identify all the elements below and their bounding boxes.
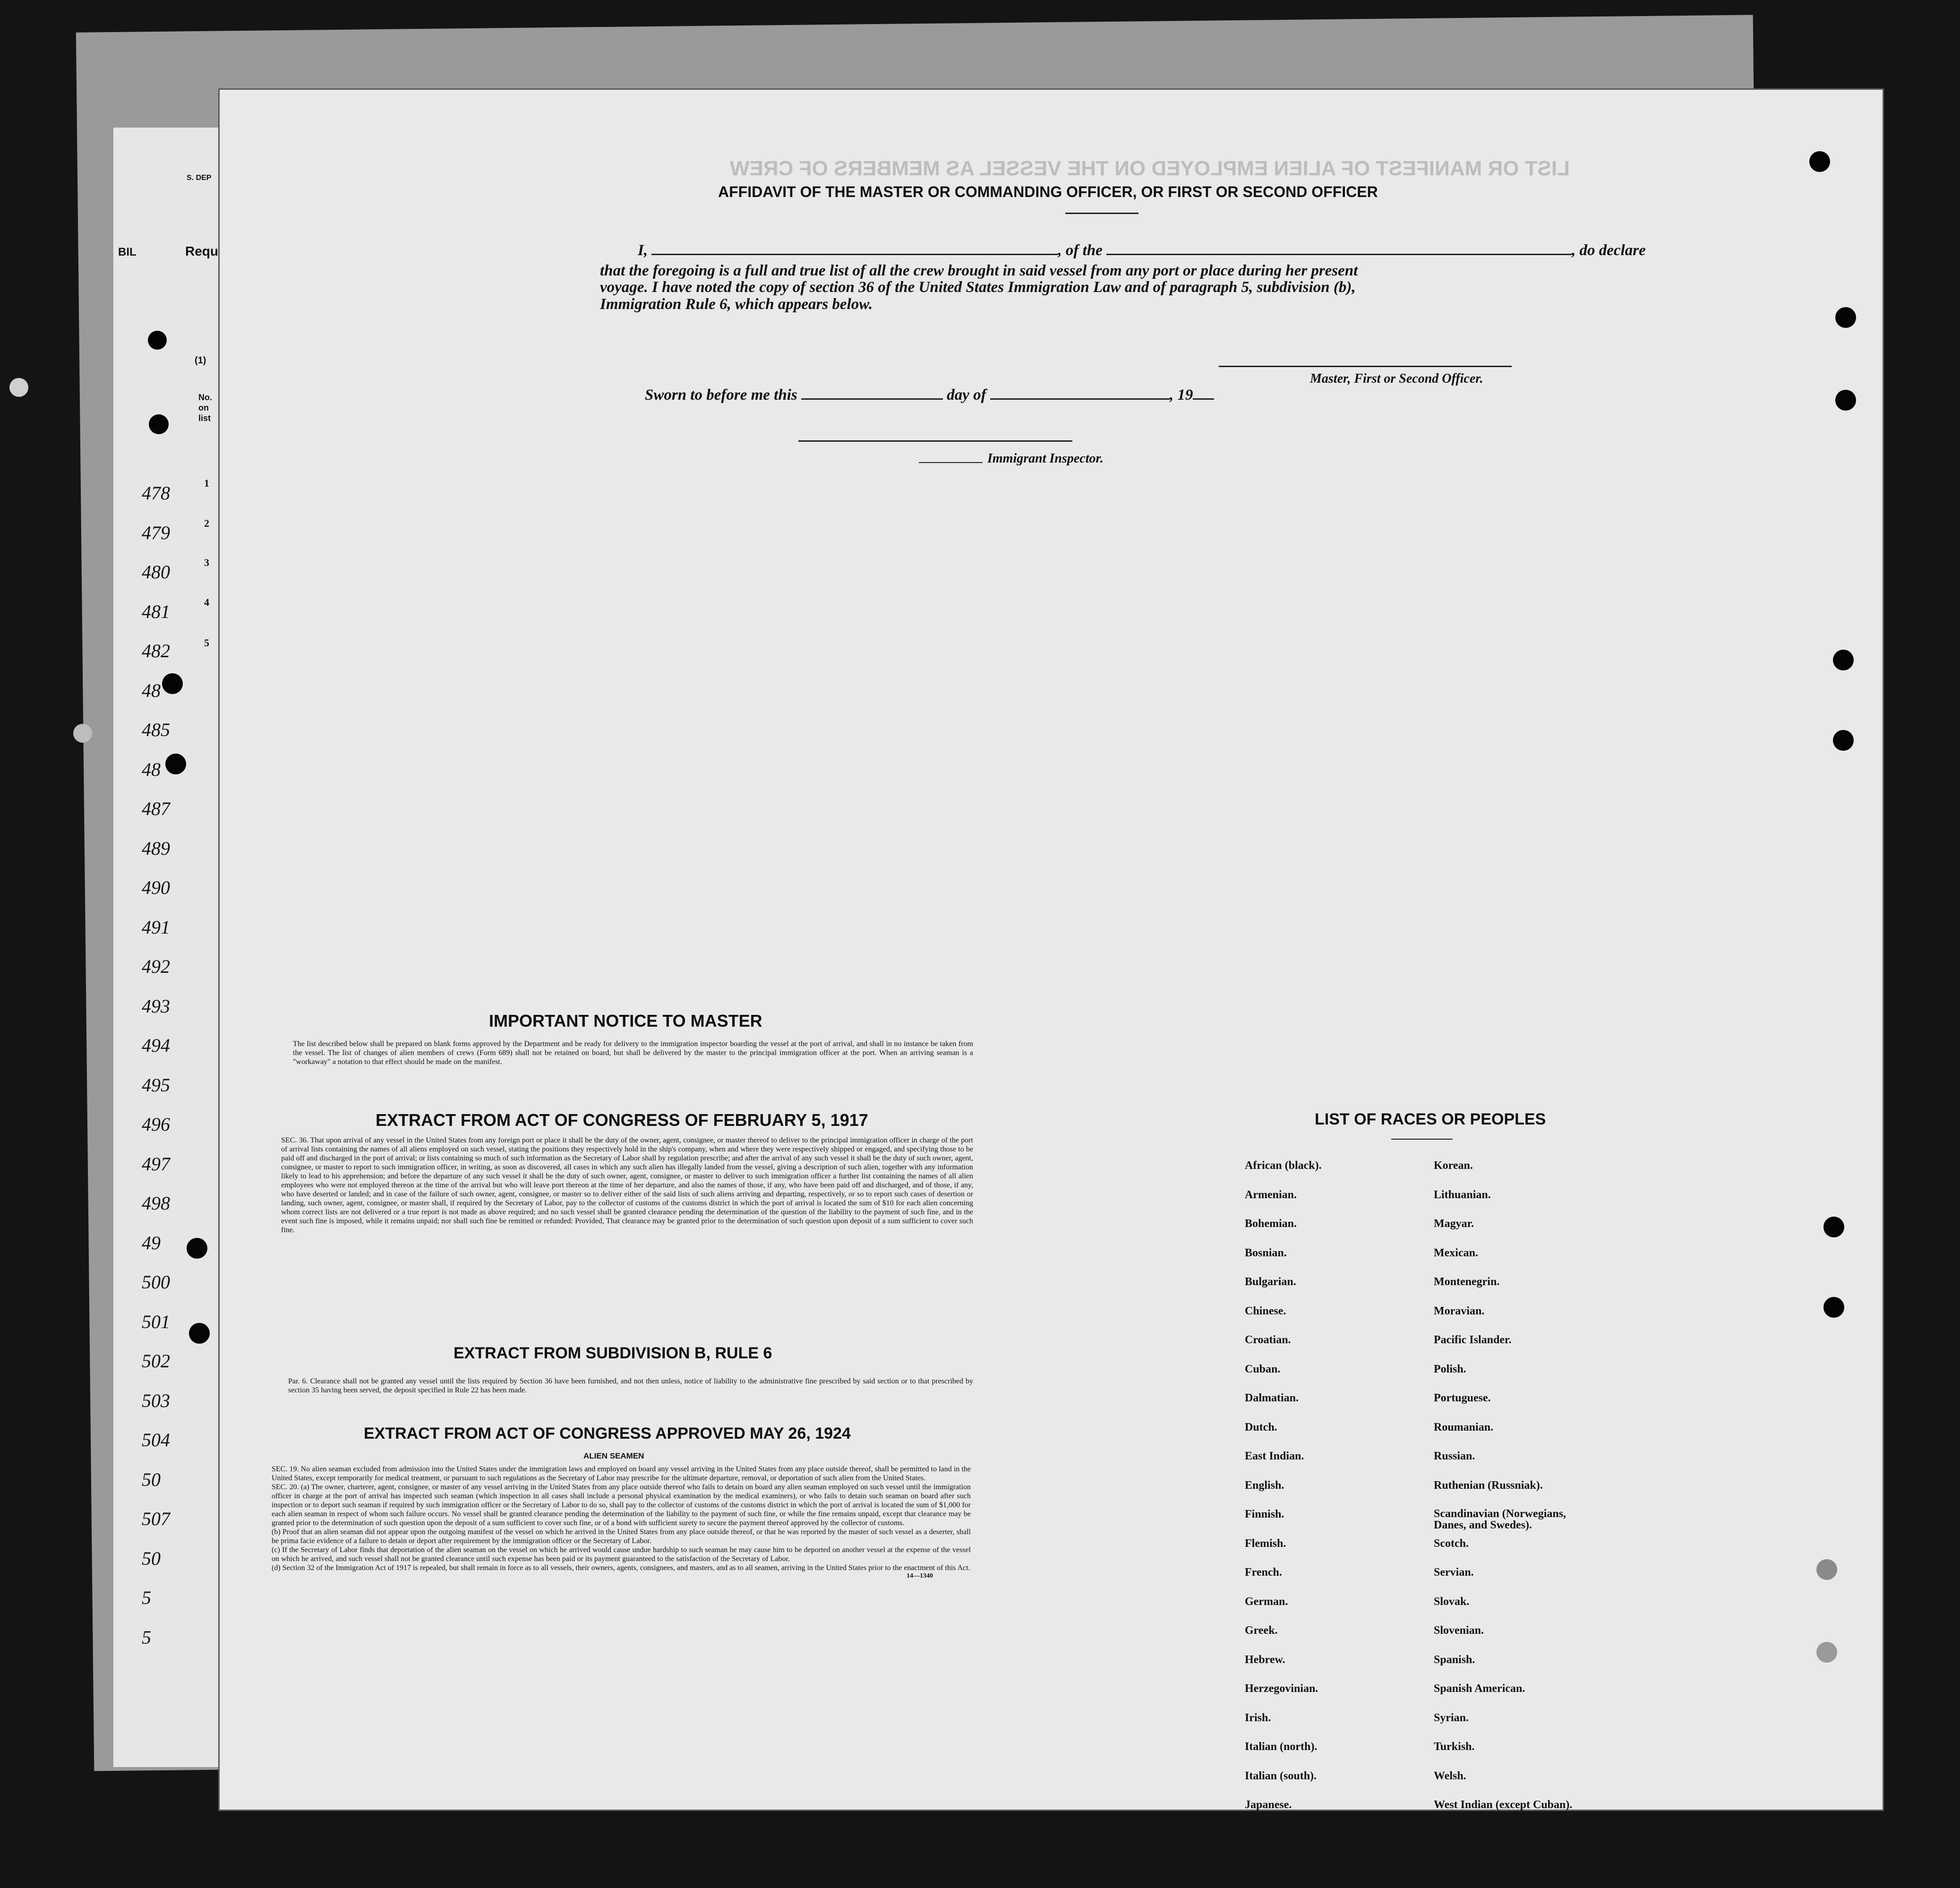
punch-hole bbox=[1833, 730, 1854, 751]
affidavit-line-4: Immigration Rule 6, which appears below. bbox=[600, 296, 873, 313]
extract-1917-text: SEC. 36. That upon arrival of any vessel in the United States from any foreign port or place it shall be the duty of the owner, agent, consignee, or master thereof to deliver to the principal immigration officer in charge of the port of arrival lists containing the names of all aliens employed on such vessel, stating the positions they respectively hold in the ship's company, when and where they were respectively shipped or engaged, and specifying those to be paid off and discharged in the port of arrival; or lists containing so much of such information as the Secretary of Labor shall by regulation prescribe; and after the arrival of any such vessel it shall be the duty of such owner, agent, consignee, or master to report to such immigration officer, in writing, as soon as discovered, all cases in which any such alien has illegally landed from the vessel, giving a description of such alien, together with any information likely to lead to his apprehension; and before the departure of any such vessel it shall be the duty of such owner, agent, consignee, or master to deliver to such immigration officer a further list containing the names of all alien employees who were not employed thereon at the time of the arrival but who will leave port thereon at the time of her departure, and also the names of those, if any, who have been paid off and discharged, and of those, if any, who have deserted or landed; and in case of the failure of such owner, agent, consignee, or master so to deliver either of the said lists of such aliens arriving and departing, respectively, or so to report such cases of desertion or landing, such owner, agent, consignee, or master shall, if required by the Secretary of Labor, pay to the collector of customs of the customs district in which the port of arrival is located the sum of $10 for each alien concerning whom correct lists are not delivered or a true report is not made as above required; and no such vessel shall be granted clearance pending the determination of the question of the liability to the payment of such fine, and in the event such fine is imposed, while it remains unpaid; nor shall such fine be remitted or refunded: Provided, That clearance may be granted prior to the determination of such question upon deposit of a sum sufficient to cover such fine. bbox=[281, 1136, 973, 1234]
inspector-signature-line[interactable] bbox=[798, 440, 1072, 442]
race-entry: Italian (north). bbox=[1245, 1741, 1318, 1753]
punch-hole bbox=[1816, 1559, 1837, 1580]
punch-hole bbox=[162, 673, 183, 694]
manifest-margin-strip bbox=[113, 128, 231, 1767]
punch-hole bbox=[165, 754, 186, 774]
race-entry: Bulgarian. bbox=[1245, 1276, 1296, 1288]
race-entry: Roumanian. bbox=[1434, 1421, 1494, 1433]
race-entry: Welsh. bbox=[1434, 1769, 1466, 1782]
race-entry: Pacific Islander. bbox=[1434, 1334, 1512, 1346]
sworn-line bbox=[645, 386, 1214, 404]
race-entry: Russian. bbox=[1434, 1450, 1475, 1462]
handwritten-line-number: 489 bbox=[142, 837, 170, 859]
master-signature-label: Master, First or Second Officer. bbox=[1310, 371, 1483, 386]
column-header-line: No. bbox=[198, 393, 212, 402]
margin-number: 4 bbox=[204, 596, 209, 608]
handwritten-line-number: 5 bbox=[142, 1626, 151, 1648]
race-entry: Spanish American. bbox=[1434, 1682, 1525, 1695]
handwritten-line-number: 49 bbox=[142, 1232, 161, 1253]
punch-hole bbox=[1823, 1217, 1844, 1237]
handwritten-line-number: 48 bbox=[142, 758, 161, 780]
race-entry: Dutch. bbox=[1245, 1421, 1277, 1433]
handwritten-line-number: 495 bbox=[142, 1074, 170, 1096]
race-entry: Ruthenian (Russniak). bbox=[1434, 1479, 1543, 1492]
inspector-label: Immigrant Inspector. bbox=[987, 451, 1104, 466]
race-entry: Servian. bbox=[1434, 1566, 1474, 1579]
race-entry: Syrian. bbox=[1434, 1711, 1469, 1724]
column-header bbox=[198, 392, 212, 423]
handwritten-line-number: 48 bbox=[142, 679, 161, 701]
race-entry: Bohemian. bbox=[1245, 1218, 1297, 1230]
handwritten-line-number: 502 bbox=[142, 1350, 170, 1372]
handwritten-line-number: 507 bbox=[142, 1508, 170, 1529]
column-number: (1) bbox=[195, 355, 206, 366]
sec20a-text: SEC. 20. (a) The owner, charterer, agent, consignee, or master of any vessel arriving in the United States from any place outside thereof who fails to detain on board any alien seaman employed on such vessel until the immigration officer in charge at the port of arrival has inspected such seaman (which inspection in all cases shall include a personal physical examination by the medical examiners), or who fails to detain such seaman on board after such inspection or to deport such seaman if required by such immigration officer or the Secretary of Labor to do so, shall pay to the collector of customs of the customs district in which the port of arrival is located the sum of $1,000 for each alien seaman in respect of whom such failure occurs. No vessel shall be granted clearance pending the determination of the liability to the payment of such fine, or while the fine remains unpaid, except that clearance may be granted prior to the determination of such question upon the deposit of a sum sufficient to cover such fine, or of a bond with sufficient surety to secure the payment thereof approved by the collector of customs. bbox=[272, 1483, 971, 1527]
race-entry: Croatian. bbox=[1245, 1334, 1291, 1346]
punch-hole bbox=[9, 378, 28, 397]
handwritten-line-number: 487 bbox=[142, 798, 170, 819]
race-entry: Bosnian. bbox=[1245, 1246, 1287, 1259]
handwritten-line-number: 491 bbox=[142, 916, 170, 938]
title-rule bbox=[1065, 213, 1138, 214]
name-blank[interactable] bbox=[651, 254, 1058, 255]
sworn-date-blank[interactable] bbox=[801, 398, 943, 400]
bleed-through-title: LIST OR MANIFEST OF ALIEN EMPLOYED ON THE VESSEL AS MEMBERS OF CREW bbox=[730, 157, 1570, 180]
handwritten-line-number: 494 bbox=[142, 1035, 170, 1056]
margin-number: 1 bbox=[204, 477, 209, 489]
punch-hole bbox=[149, 414, 169, 434]
notice-title: IMPORTANT NOTICE TO MASTER bbox=[489, 1011, 762, 1030]
handwritten-line-number: 492 bbox=[142, 956, 170, 977]
races-title-rule bbox=[1391, 1139, 1453, 1140]
handwritten-line-number: 478 bbox=[142, 482, 170, 504]
handwritten-line-number: 493 bbox=[142, 995, 170, 1017]
handwritten-line-number: 5 bbox=[142, 1587, 151, 1608]
handwritten-line-number: 479 bbox=[142, 522, 170, 543]
handwritten-line-number: 50 bbox=[142, 1468, 161, 1490]
extract-rule6-text: Par. 6. Clearance shall not be granted any vessel until the lists required by Section 36 have been furnished, and not then unless, notice of liability to the administrative fine prescribed by said section or to that prescribed by section 35 having been served, the deposit specified in Rule 22 has been made. bbox=[288, 1377, 973, 1394]
race-entry: Magyar. bbox=[1434, 1218, 1474, 1230]
extract-1924-subtitle: ALIEN SEAMEN bbox=[583, 1451, 644, 1460]
punch-hole bbox=[73, 724, 92, 743]
sec20b-text: (b) Proof that an alien seaman did not appear upon the outgoing manifest of the vessel on which he arrived in the United States from any place outside thereof, or that he was reported by the master of such vessel as a deserter, shall be prima facie evidence of a failure to detain or deport after requirement by the immigration officer or the Secretary of Labor. bbox=[272, 1528, 971, 1545]
punch-hole bbox=[1809, 151, 1830, 172]
affidavit-line-3: voyage. I have noted the copy of section 36 of the United States Immigration Law and of paragraph 5, subdivision (b), bbox=[600, 279, 1356, 296]
race-entry: Dalmatian. bbox=[1245, 1392, 1299, 1404]
dept-fragment: S. DEP bbox=[187, 174, 212, 182]
handwritten-line-number: 490 bbox=[142, 877, 170, 898]
race-entry: Armenian. bbox=[1245, 1188, 1297, 1201]
race-entry: Spanish. bbox=[1434, 1653, 1475, 1666]
race-entry: Cuban. bbox=[1245, 1363, 1281, 1375]
race-entry: Turkish. bbox=[1434, 1741, 1475, 1753]
column-header-line: on bbox=[198, 403, 209, 412]
affidavit-title: AFFIDAVIT OF THE MASTER OR COMMANDING OFFICER, OR FIRST OR SECOND OFFICER bbox=[718, 183, 1378, 200]
punch-hole bbox=[1816, 1642, 1837, 1663]
extract-rule6-title: EXTRACT FROM SUBDIVISION B, RULE 6 bbox=[454, 1344, 772, 1362]
margin-number: 3 bbox=[204, 557, 209, 568]
handwritten-line-number: 485 bbox=[142, 719, 170, 740]
race-entry: Korean. bbox=[1434, 1159, 1473, 1172]
handwritten-line-number: 500 bbox=[142, 1271, 170, 1293]
race-entry: Mexican. bbox=[1434, 1246, 1478, 1259]
race-entry: African (black). bbox=[1245, 1159, 1322, 1172]
affidavit-sheet bbox=[220, 90, 1883, 1810]
handwritten-line-number: 497 bbox=[142, 1153, 170, 1175]
race-entry: Herzegovinian. bbox=[1245, 1682, 1318, 1695]
sworn-day-of: day of bbox=[947, 386, 986, 403]
race-entry: Montenegrin. bbox=[1434, 1276, 1500, 1288]
handwritten-line-number: 498 bbox=[142, 1193, 170, 1214]
affidavit-line-1 bbox=[638, 242, 1646, 259]
margin-number: 5 bbox=[204, 637, 209, 649]
notice-text: The list described below shall be prepared on blank forms approved by the Department and be ready for delivery to the immigration inspector boarding the vessel at the port of arrival, and shall in no instance be taken from the vessel. The list of changes of alien members of crews (Form 689) shall not be retained on board, but shall be delivered by the master to the principal immigration officer at the port. When an arriving seaman is a "workaway" a notation to that effect should be made on the manifest. bbox=[293, 1040, 973, 1066]
race-entry: Portuguese. bbox=[1434, 1392, 1491, 1404]
punch-hole bbox=[1835, 307, 1856, 328]
punch-hole bbox=[148, 331, 167, 350]
races-title: LIST OF RACES OR PEOPLES bbox=[1315, 1110, 1546, 1128]
race-entry: Finnish. bbox=[1245, 1508, 1284, 1520]
master-signature-line[interactable] bbox=[1219, 366, 1512, 367]
request-fragment: Requ bbox=[185, 244, 218, 258]
race-entry: Greek. bbox=[1245, 1624, 1278, 1637]
punch-hole bbox=[189, 1323, 210, 1344]
punch-hole bbox=[1823, 1297, 1844, 1318]
race-entry: English. bbox=[1245, 1479, 1284, 1492]
race-entry: Flemish. bbox=[1245, 1537, 1286, 1550]
line1-do-declare: , do declare bbox=[1572, 242, 1646, 259]
form-number: 14—1340 bbox=[907, 1572, 933, 1579]
race-entry: Scotch. bbox=[1434, 1537, 1469, 1550]
extract-1917-title: EXTRACT FROM ACT OF CONGRESS OF FEBRUARY 5, 1917 bbox=[376, 1110, 868, 1130]
handwritten-line-number: 504 bbox=[142, 1429, 170, 1450]
race-entry: Lithuanian. bbox=[1434, 1188, 1491, 1201]
handwritten-line-number: 496 bbox=[142, 1114, 170, 1135]
line1-i: I, bbox=[638, 242, 648, 259]
race-entry: Hebrew. bbox=[1245, 1653, 1285, 1666]
race-entry: Polish. bbox=[1434, 1363, 1466, 1375]
race-entry: Japanese. bbox=[1245, 1799, 1292, 1811]
extract-1924-body bbox=[272, 1465, 971, 1580]
handwritten-line-number: 50 bbox=[142, 1547, 161, 1569]
race-entry: French. bbox=[1245, 1566, 1282, 1579]
punch-hole bbox=[1835, 390, 1856, 411]
race-entry: West Indian (except Cuban). bbox=[1434, 1799, 1573, 1811]
sworn-prefix: Sworn to before me this bbox=[645, 386, 797, 403]
handwritten-line-number: 481 bbox=[142, 601, 170, 622]
sworn-year-blank[interactable] bbox=[1193, 398, 1214, 400]
sec20d-text: (d) Section 32 of the Immigration Act of 1917 is repealed, but shall remain in force as to all vessels, their owners, agents, consignees, and masters, and as to all seamen, arriving in the United States prior to the enactment of this Act. bbox=[272, 1564, 970, 1572]
sworn-year: , 19 bbox=[1169, 386, 1193, 403]
handwritten-line-number: 480 bbox=[142, 561, 170, 583]
sworn-month-blank[interactable] bbox=[990, 398, 1170, 400]
affidavit-line-2: that the foregoing is a full and true list of all the crew brought in said vessel from any port or place during her present bbox=[600, 262, 1358, 279]
sec19-text: SEC. 19. No alien seaman excluded from admission into the United States under the immigration laws and employed on board any vessel arriving in the United States from any place outside thereof, shall be permitted to land in the United States, except temporarily for medical treatment, or pursuant to such regulations as the Secretary of Labor may prescribe for the ultimate departure, removal, or deportation of such alien from the United States. bbox=[272, 1465, 971, 1482]
race-entry: East Indian. bbox=[1245, 1450, 1304, 1462]
column-header-line: list bbox=[198, 413, 211, 423]
line1-of-the: , of the bbox=[1058, 242, 1103, 259]
race-entry: German. bbox=[1245, 1595, 1288, 1608]
race-entry: Moravian. bbox=[1434, 1304, 1485, 1317]
race-entry: Italian (south). bbox=[1245, 1769, 1317, 1782]
handwritten-line-number: 482 bbox=[142, 640, 170, 661]
handwritten-line-number: 503 bbox=[142, 1390, 170, 1411]
punch-hole bbox=[187, 1238, 207, 1259]
punch-hole bbox=[1833, 650, 1854, 670]
bill-fragment: BIL bbox=[118, 246, 137, 258]
race-entry: Chinese. bbox=[1245, 1304, 1286, 1317]
extract-1924-title: EXTRACT FROM ACT OF CONGRESS APPROVED MAY 26, 1924 bbox=[364, 1425, 851, 1442]
race-entry: Slovak. bbox=[1434, 1595, 1470, 1608]
race-entry: Scandinavian (Norwegians, Danes, and Swedes). bbox=[1434, 1508, 1566, 1531]
inspector-short-line bbox=[919, 462, 983, 463]
handwritten-line-number: 501 bbox=[142, 1311, 170, 1332]
margin-number: 2 bbox=[204, 517, 209, 529]
sec20c-text: (c) If the Secretary of Labor finds that deportation of the alien seaman on the vessel on which he arrived would cause undue hardship to such seaman he may cause him to be deported on another vessel at the expense of the vessel on which he arrived, and such vessel shall not be granted clearance until such expense has been paid or its payment guaranteed to the satisfaction of the Secretary of Labor. bbox=[272, 1546, 971, 1563]
vessel-blank[interactable] bbox=[1106, 254, 1572, 255]
race-entry: Irish. bbox=[1245, 1711, 1271, 1724]
race-entry: Slovenian. bbox=[1434, 1624, 1484, 1637]
